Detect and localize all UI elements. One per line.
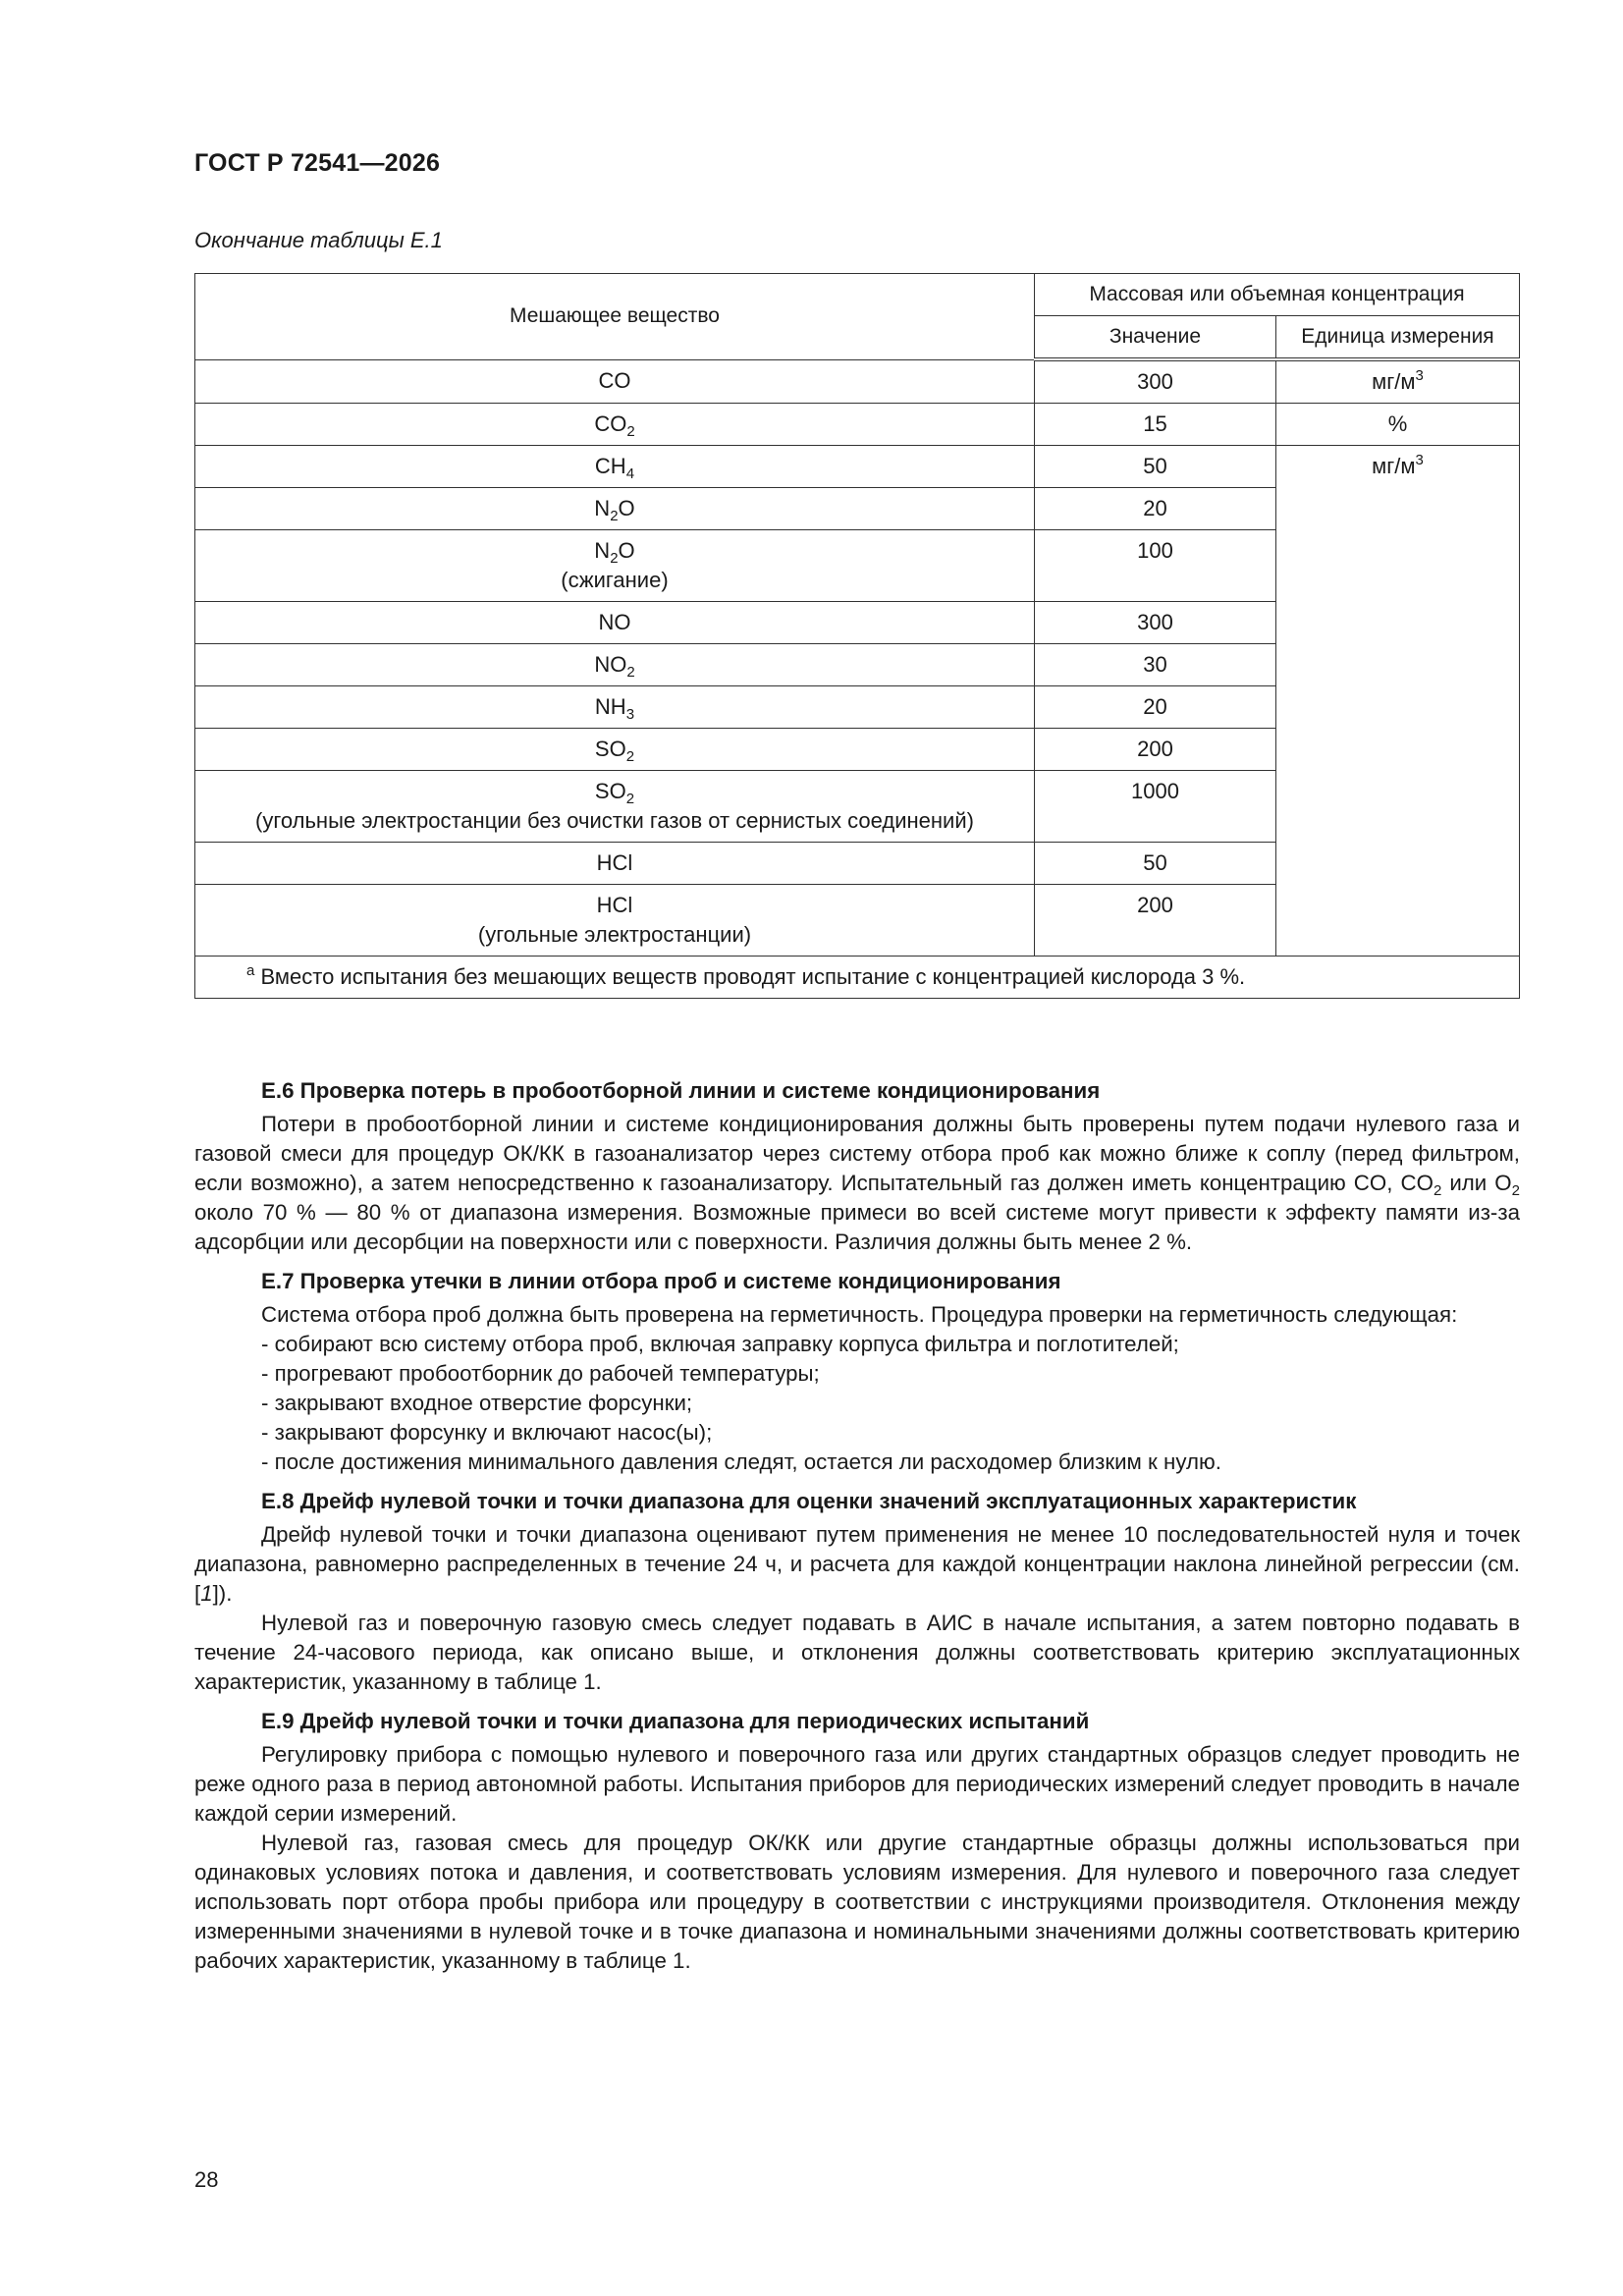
- header-concentration: Массовая или объемная концентрация: [1034, 274, 1519, 316]
- substance-cell: [195, 602, 1035, 644]
- footnote-mark: a: [246, 962, 255, 979]
- unit-superscript: 3: [1415, 452, 1424, 468]
- substance-cell: [195, 488, 1035, 530]
- e8-reference: 1: [200, 1581, 213, 1606]
- formula-base: N: [594, 538, 611, 563]
- section-e7-title: Е.7 Проверка утечки в линии отбора проб и системе кондиционирования: [261, 1269, 1061, 1293]
- formula-subscript: 2: [610, 550, 619, 567]
- section-e6-title: Е.6 Проверка потерь в пробоотборной линии и системе кондиционирования: [261, 1078, 1101, 1103]
- formula-base: SO: [594, 779, 626, 803]
- substance-cell: [195, 885, 1035, 957]
- formula-base: CO: [594, 411, 627, 436]
- substance-formula: [201, 735, 1028, 764]
- table-caption: Окончание таблицы Е.1: [194, 228, 443, 252]
- formula-base: CH: [594, 454, 626, 478]
- e8-text-b: ]).: [212, 1581, 233, 1606]
- value-cell: 30: [1034, 644, 1275, 686]
- formula-tail: O: [618, 538, 635, 563]
- substance-cell: [195, 644, 1035, 686]
- e6-text-a: Потери в пробоотборной линии и системе кондиционирования должны быть проверены путем подачи нулевого газа и газовой смеси для процедур ОК/КК в газоанализатор через систему отбора проб как можно ближе к соплу (перед фильтром, если возможно), а затем непосредственно к газоанализатору. Испытательный газ должен иметь концентрацию CO, CO: [194, 1112, 1520, 1195]
- list-item: - закрывают форсунку и включают насос(ы);: [261, 1420, 713, 1445]
- e8-text-a: Дрейф нулевой точки и точки диапазона оценивают путем применения не менее 10 последовательностей нуля и точек диапазона, равномерно распределенных в течение 24 ч, и расчета для каждой концентрации наклона линейной регрессии (см. [: [194, 1522, 1520, 1606]
- unit-base: %: [1387, 411, 1408, 436]
- substance-cell: [195, 359, 1035, 404]
- value-cell: 20: [1034, 488, 1275, 530]
- value-cell: 20: [1034, 686, 1275, 729]
- formula-base: NO: [598, 610, 631, 634]
- formula-tail: O: [618, 496, 635, 520]
- footnote-text: Вместо испытания без мешающих веществ проводят испытание с концентрацией кислорода 3 %.: [260, 964, 1246, 989]
- section-e8-paragraph-1: [194, 1520, 1520, 1609]
- substance-formula: [201, 650, 1028, 680]
- value-cell: 50: [1034, 446, 1275, 488]
- unit-superscript: 3: [1415, 367, 1424, 384]
- substance-cell: [195, 771, 1035, 843]
- e6-text-b: или O: [1441, 1171, 1512, 1195]
- formula-subscript: 4: [625, 465, 635, 482]
- substance-formula: [201, 536, 1028, 566]
- unit-cell: [1275, 359, 1519, 404]
- substance-formula: [201, 692, 1028, 722]
- section-e8-paragraph-2: Нулевой газ и поверочную газовую смесь следует подавать в АИС в начале испытания, а затем повторно подавать в течение 24-часового периода, как описано выше, и отклонения должны соответствовать критерию эксплуатационных характеристик, указанному в таблице 1.: [194, 1611, 1520, 1694]
- formula-base: N: [594, 496, 611, 520]
- substance-formula: [201, 452, 1028, 481]
- header-value: Значение: [1034, 316, 1275, 360]
- formula-base: HCl: [596, 893, 633, 917]
- substance-note: (угольные электростанции): [477, 922, 752, 947]
- interference-table: [194, 273, 1520, 999]
- table-row: [195, 359, 1520, 404]
- formula-subscript: 3: [625, 706, 635, 723]
- formula-base: SO: [594, 737, 626, 761]
- formula-base: NH: [594, 694, 626, 719]
- unit-base: мг/м: [1372, 454, 1416, 478]
- substance-cell: [195, 843, 1035, 885]
- list-item: - собирают всю систему отбора проб, включая заправку корпуса фильтра и поглотителей;: [261, 1332, 1179, 1356]
- section-e6-paragraph: [194, 1110, 1520, 1257]
- list-item: - закрывают входное отверстие форсунки;: [261, 1391, 693, 1415]
- substance-formula: [201, 494, 1028, 523]
- substance-formula: [201, 608, 1028, 637]
- value-cell: 50: [1034, 843, 1275, 885]
- substance-formula: [201, 366, 1028, 396]
- substance-cell: [195, 729, 1035, 771]
- document-header: ГОСТ Р 72541—2026: [194, 149, 441, 177]
- section-e9-paragraph-2: Нулевой газ, газовая смесь для процедур ОК/КК или другие стандартные образцы должны использоваться при одинаковых условиях потока и давления, и соответствовать условиям измерения. Для нулевого и поверочного газа следует использовать порт отбора пробы прибора или процедуру в соответствии с инструкциями производителя. Отклонения между измеренными значениями в нулевой точке и в точке диапазона и номинальными значениями должны соответствовать критерию рабочих характеристик, указанному в таблице 1.: [194, 1831, 1520, 1973]
- value-cell: 300: [1034, 359, 1275, 404]
- value-cell: 15: [1034, 404, 1275, 446]
- section-e9-title: Е.9 Дрейф нулевой точки и точки диапазона для периодических испытаний: [261, 1709, 1090, 1733]
- list-item: - после достижения минимального давления следят, остается ли расходомер близким к нулю.: [261, 1449, 1221, 1474]
- table-row: [195, 404, 1520, 446]
- substance-cell: [195, 404, 1035, 446]
- e6-sub-2: 2: [1511, 1182, 1520, 1199]
- substance-note: (сжигание): [561, 568, 669, 592]
- table-row: [195, 446, 1520, 488]
- document-page: [194, 0, 1520, 2296]
- substance-cell: [195, 446, 1035, 488]
- unit-base: мг/м: [1372, 369, 1416, 394]
- value-cell: 200: [1034, 885, 1275, 957]
- value-cell: 200: [1034, 729, 1275, 771]
- page-number: 28: [194, 2167, 219, 2192]
- formula-subscript: 2: [625, 791, 635, 807]
- substance-formula: [201, 891, 1028, 920]
- e6-text-c: около 70 % — 80 % от диапазона измерения. Возможные примеси во всей системе могут привести к эффекту памяти из-за адсорбции или десорбции на поверхности или с поверхности. Различия должны быть менее 2 %.: [194, 1200, 1520, 1254]
- header-substance: Мешающее вещество: [195, 274, 1035, 360]
- formula-base: NO: [594, 652, 627, 677]
- unit-cell: [1275, 404, 1519, 446]
- section-e8-title: Е.8 Дрейф нулевой точки и точки диапазона для оценки значений эксплуатационных характеристик: [261, 1489, 1357, 1513]
- formula-base: HCl: [596, 850, 633, 875]
- formula-subscript: 2: [626, 664, 635, 681]
- document-body: [194, 1076, 1520, 1976]
- substance-formula: [201, 848, 1028, 878]
- unit-cell: [1275, 446, 1519, 957]
- formula-subscript: 2: [626, 423, 635, 440]
- header-unit: Единица измерения: [1275, 316, 1519, 360]
- table-footnote: [195, 957, 1520, 999]
- section-e9-paragraph-1: Регулировку прибора с помощью нулевого и поверочного газа или других стандартных образцов следует проводить не реже одного раза в период автономной работы. Испытания приборов для периодических измерений следует проводить в начале каждой серии измерений.: [194, 1742, 1520, 1826]
- list-item: - прогревают пробоотборник до рабочей температуры;: [261, 1361, 820, 1386]
- e6-sub-1: 2: [1433, 1182, 1442, 1199]
- formula-subscript: 2: [610, 508, 619, 524]
- formula-base: CO: [598, 367, 631, 393]
- value-cell: 1000: [1034, 771, 1275, 843]
- substance-formula: [201, 777, 1028, 806]
- formula-subscript: 2: [625, 748, 635, 765]
- substance-note: (угольные электростанции без очистки газов от сернистых соединений): [255, 808, 974, 833]
- value-cell: 100: [1034, 530, 1275, 602]
- section-e7-paragraph: Система отбора проб должна быть проверена на герметичность. Процедура проверки на герметичность следующая:: [261, 1302, 1458, 1327]
- substance-cell: [195, 686, 1035, 729]
- value-cell: 300: [1034, 602, 1275, 644]
- substance-formula: [201, 410, 1028, 439]
- table-body: [195, 359, 1520, 957]
- substance-cell: [195, 530, 1035, 602]
